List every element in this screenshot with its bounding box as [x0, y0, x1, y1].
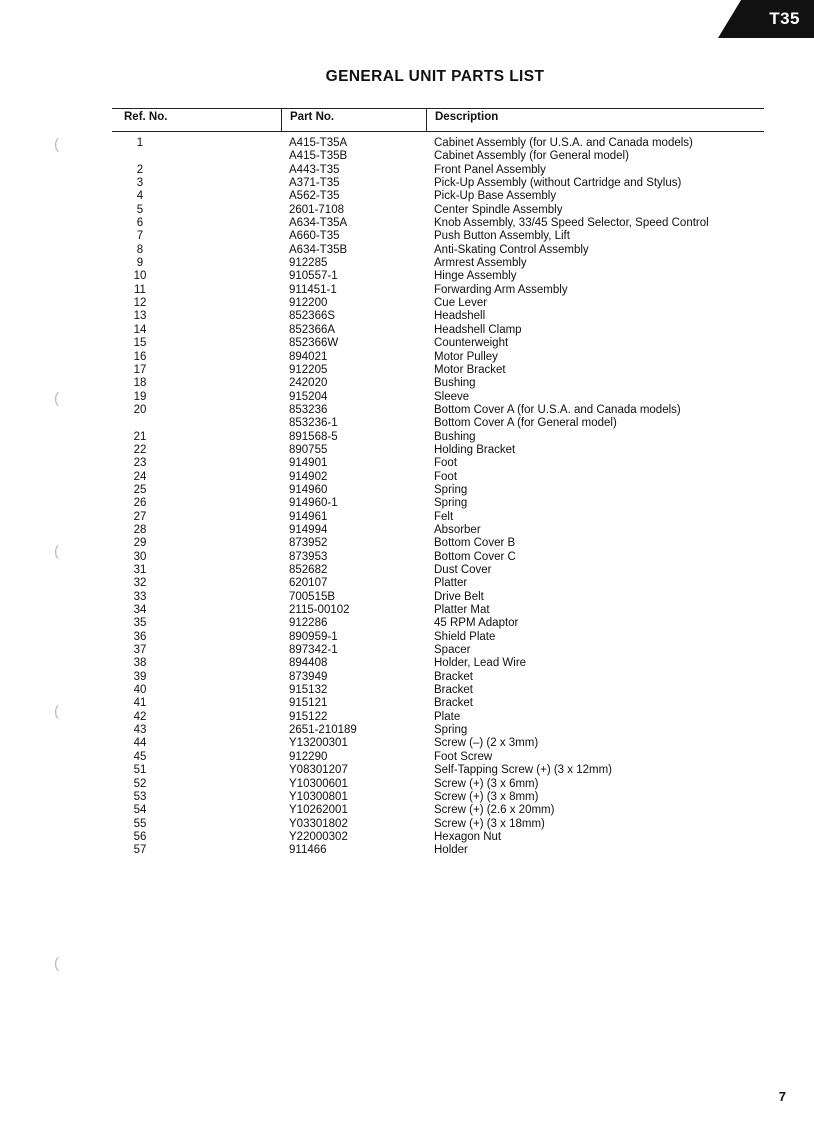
part-no-cell: 700515B [289, 590, 336, 603]
part-no-cell: 853236 [289, 403, 328, 416]
table-top-rule [112, 108, 764, 109]
page-number: 7 [778, 1089, 786, 1104]
part-no-cell: A660-T35 [289, 230, 340, 243]
binding-hole-mark: ( [54, 390, 59, 407]
ref-cell: 21 [133, 430, 147, 443]
ref-cell: 10 [133, 270, 147, 283]
table-row [0, 751, 814, 764]
description-cell: Plate [434, 710, 461, 723]
part-no-cell: 891568-5 [289, 430, 338, 443]
table-row [0, 778, 814, 791]
table-row [0, 190, 814, 203]
description-cell: Spring [434, 497, 468, 510]
parts-list [0, 137, 814, 858]
table-row [0, 564, 814, 577]
part-no-cell: 853236-1 [289, 417, 338, 430]
description-cell: Holder [434, 844, 468, 857]
description-cell: Screw (+) (2.6 x 20mm) [434, 804, 555, 817]
ref-cell: 27 [133, 510, 147, 523]
part-no-cell: Y10262001 [289, 804, 348, 817]
part-no-cell: 897342-1 [289, 644, 338, 657]
part-no-cell: 914960-1 [289, 497, 338, 510]
part-no-cell: 915132 [289, 684, 328, 697]
description-cell: Anti-Skating Control Assembly [434, 243, 589, 256]
binding-hole-mark: ( [54, 955, 59, 972]
description-cell: Armrest Assembly [434, 257, 527, 270]
part-no-cell: 2651-210189 [289, 724, 357, 737]
description-cell: Cue Lever [434, 297, 488, 310]
table-row [0, 737, 814, 750]
ref-cell: 8 [136, 243, 144, 256]
description-cell: Bracket [434, 670, 473, 683]
part-no-cell: 910557-1 [289, 270, 338, 283]
description-cell: Platter [434, 577, 468, 590]
description-cell: Bushing [434, 430, 476, 443]
ref-cell: 45 [133, 750, 147, 763]
part-no-cell: 873953 [289, 550, 328, 563]
part-no-cell: 914961 [289, 510, 328, 523]
ref-cell: 26 [133, 497, 147, 510]
binding-hole-mark: ( [54, 703, 59, 720]
part-no-cell: 915121 [289, 697, 328, 710]
ref-cell: 4 [136, 190, 144, 203]
table-row [0, 257, 814, 270]
table-row [0, 364, 814, 377]
table-row [0, 684, 814, 697]
model-tab-label: T35 [769, 9, 800, 28]
ref-cell: 51 [133, 764, 147, 777]
ref-cell: 37 [133, 644, 147, 657]
description-cell: Motor Pulley [434, 350, 498, 363]
table-row [0, 324, 814, 337]
part-no-cell: 242020 [289, 377, 328, 390]
ref-cell: 41 [133, 697, 147, 710]
table-row [0, 524, 814, 537]
page-title: GENERAL UNIT PARTS LIST [325, 68, 545, 85]
ref-cell: 25 [133, 483, 147, 496]
table-row [0, 551, 814, 564]
part-no-cell: 873952 [289, 537, 328, 550]
table-row [0, 444, 814, 457]
ref-cell: 12 [133, 297, 147, 310]
description-cell: Knob Assembly, 33/45 Speed Selector, Speed Control [434, 217, 709, 230]
ref-cell: 16 [133, 350, 147, 363]
table-row [0, 818, 814, 831]
description-cell: Absorber [434, 523, 481, 536]
ref-cell: 36 [133, 630, 147, 643]
ref-cell: 3 [136, 177, 144, 190]
part-no-cell: 620107 [289, 577, 328, 590]
part-no-cell: 890755 [289, 443, 328, 456]
table-row [0, 457, 814, 470]
ref-cell: 14 [133, 323, 147, 336]
table-row [0, 230, 814, 243]
part-no-cell: 915122 [289, 710, 328, 723]
description-cell: Cabinet Assembly (for General model) [434, 150, 629, 163]
ref-cell: 17 [133, 363, 147, 376]
part-no-cell: Y03301802 [289, 817, 348, 830]
ref-cell: 56 [133, 830, 147, 843]
table-row [0, 177, 814, 190]
ref-cell: 19 [133, 390, 147, 403]
table-row [0, 631, 814, 644]
description-cell: Screw (+) (3 x 18mm) [434, 817, 545, 830]
part-no-cell: 852366S [289, 310, 336, 323]
description-cell: Headshell Clamp [434, 323, 522, 336]
description-cell: Dust Cover [434, 564, 492, 576]
table-row [0, 217, 814, 230]
table-row [0, 591, 814, 604]
table-row [0, 164, 814, 177]
description-cell: Screw (–) (2 x 3mm) [434, 737, 539, 750]
part-no-cell: A443-T35 [289, 163, 340, 176]
ref-cell: 53 [133, 790, 147, 803]
part-no-cell: 915204 [289, 390, 328, 403]
part-no-cell: 2115-00102 [289, 604, 350, 617]
part-no-cell: 912286 [289, 617, 328, 630]
description-cell: Spacer [434, 644, 471, 657]
table-row [0, 764, 814, 777]
part-no-cell: 852366W [289, 337, 339, 350]
ref-cell: 2 [136, 163, 144, 176]
table-row [0, 471, 814, 484]
part-no-cell: Y10300801 [289, 790, 348, 803]
ref-cell: 28 [133, 523, 147, 536]
ref-cell: 44 [133, 737, 147, 750]
description-cell: Foot [434, 470, 458, 483]
description-cell: Cabinet Assembly (for U.S.A. and Canada models) [434, 137, 693, 149]
table-row [0, 671, 814, 684]
description-cell: Drive Belt [434, 590, 484, 603]
table-row [0, 644, 814, 657]
header-description: Description [435, 111, 499, 123]
description-cell: Screw (+) (3 x 6mm) [434, 777, 539, 790]
part-no-cell: Y22000302 [289, 830, 348, 843]
description-cell: Screw (+) (3 x 8mm) [434, 790, 539, 803]
description-cell: Motor Bracket [434, 363, 506, 376]
column-divider [426, 109, 427, 131]
ref-cell: 13 [133, 310, 147, 323]
description-cell: Bottom Cover A (for U.S.A. and Canada models) [434, 403, 681, 416]
ref-cell: 35 [133, 617, 147, 630]
description-cell: 45 RPM Adaptor [434, 617, 519, 630]
table-row [0, 577, 814, 590]
description-cell: Bottom Cover A (for General model) [434, 417, 617, 430]
table-row [0, 310, 814, 323]
ref-cell: 23 [133, 457, 147, 470]
binding-hole-mark: ( [54, 543, 59, 560]
table-row [0, 137, 814, 150]
part-no-cell: 914960 [289, 483, 328, 496]
part-no-cell: 894021 [289, 350, 328, 363]
part-no-cell: 912285 [289, 257, 328, 270]
description-cell: Bushing [434, 377, 476, 390]
header-ref-no: Ref. No. [124, 111, 168, 123]
table-row [0, 391, 814, 404]
part-no-cell: A371-T35 [289, 177, 340, 190]
part-no-cell: A634-T35A [289, 217, 348, 230]
description-cell: Push Button Assembly, Lift [434, 230, 570, 243]
table-row [0, 404, 814, 417]
ref-cell: 40 [133, 684, 147, 697]
ref-cell: 18 [133, 377, 147, 390]
table-row [0, 657, 814, 670]
ref-cell: 15 [133, 337, 147, 350]
description-cell: Platter Mat [434, 604, 490, 617]
ref-cell: 5 [136, 203, 144, 216]
description-cell: Hexagon Nut [434, 830, 502, 843]
table-row [0, 150, 814, 163]
ref-cell: 24 [133, 470, 147, 483]
table-row [0, 497, 814, 510]
table-row [0, 351, 814, 364]
table-row [0, 711, 814, 724]
ref-cell: 9 [136, 257, 144, 270]
ref-cell: 33 [133, 590, 147, 603]
table-row [0, 844, 814, 857]
ref-cell: 29 [133, 537, 147, 550]
ref-cell: 32 [133, 577, 147, 590]
description-cell: Foot Screw [434, 750, 493, 763]
part-no-cell: 911466 [289, 844, 327, 857]
part-no-cell: Y08301207 [289, 764, 348, 777]
header-part-no: Part No. [290, 111, 335, 123]
description-cell: Shield Plate [434, 630, 496, 643]
ref-cell: 55 [133, 817, 147, 830]
table-row [0, 697, 814, 710]
ref-cell: 31 [133, 564, 147, 576]
table-row [0, 804, 814, 817]
table-header-rule [112, 131, 764, 132]
description-cell: Counterweight [434, 337, 509, 350]
ref-cell: 52 [133, 777, 147, 790]
description-cell: Holding Bracket [434, 443, 516, 456]
ref-cell: 11 [134, 283, 146, 296]
ref-cell: 34 [133, 604, 147, 617]
description-cell: Bottom Cover C [434, 550, 516, 563]
ref-cell: 22 [133, 443, 147, 456]
description-cell: Holder, Lead Wire [434, 657, 527, 670]
part-no-cell: Y13200301 [289, 737, 348, 750]
description-cell: Self-Tapping Screw (+) (3 x 12mm) [434, 764, 612, 777]
part-no-cell: Y10300601 [289, 777, 348, 790]
table-row [0, 617, 814, 630]
table-row [0, 484, 814, 497]
description-cell: Headshell [434, 310, 486, 323]
description-cell: Forwarding Arm Assembly [434, 283, 568, 296]
description-cell: Felt [434, 510, 454, 523]
description-cell: Bottom Cover B [434, 537, 516, 550]
part-no-cell: 914994 [289, 523, 328, 536]
part-no-cell: 2601-7108 [289, 203, 344, 216]
part-no-cell: A415-T35A [289, 137, 348, 149]
part-no-cell: A415-T35B [289, 150, 348, 163]
part-no-cell: 852366A [289, 323, 336, 336]
table-row [0, 284, 814, 297]
ref-cell: 1 [136, 137, 144, 149]
table-row [0, 337, 814, 350]
table-row [0, 791, 814, 804]
part-no-cell: 914902 [289, 470, 328, 483]
description-cell: Bracket [434, 697, 473, 710]
ref-cell: 6 [136, 217, 144, 230]
part-no-cell: 852682 [289, 564, 328, 576]
description-cell: Pick-Up Assembly (without Cartridge and Stylus) [434, 177, 682, 190]
ref-cell: 54 [133, 804, 147, 817]
table-row [0, 377, 814, 390]
ref-cell: 38 [133, 657, 147, 670]
description-cell: Front Panel Assembly [434, 163, 546, 176]
description-cell: Bracket [434, 684, 473, 697]
part-no-cell: 890959-1 [289, 630, 338, 643]
table-row [0, 431, 814, 444]
description-cell: Pick-Up Base Assembly [434, 190, 557, 203]
description-cell: Hinge Assembly [434, 270, 517, 283]
table-row [0, 297, 814, 310]
part-no-cell: A562-T35 [289, 190, 340, 203]
ref-cell: 20 [133, 403, 147, 416]
table-row [0, 831, 814, 844]
part-no-cell: 914901 [289, 457, 328, 470]
ref-cell: 30 [133, 550, 147, 563]
ref-cell: 39 [133, 670, 147, 683]
ref-cell: 7 [136, 230, 144, 243]
part-no-cell: 912290 [289, 750, 328, 763]
table-row [0, 537, 814, 550]
column-divider [281, 109, 282, 131]
description-cell: Spring [434, 724, 468, 737]
table-row [0, 204, 814, 217]
table-row [0, 270, 814, 283]
table-row [0, 417, 814, 430]
part-no-cell: 912205 [289, 363, 328, 376]
part-no-cell: 911451-1 [289, 283, 337, 296]
part-no-cell: 894408 [289, 657, 328, 670]
table-row [0, 604, 814, 617]
table-row [0, 244, 814, 257]
ref-cell: 42 [133, 710, 147, 723]
table-row [0, 511, 814, 524]
description-cell: Spring [434, 483, 468, 496]
part-no-cell: A634-T35B [289, 243, 348, 256]
binding-hole-mark: ( [54, 136, 59, 153]
description-cell: Sleeve [434, 390, 470, 403]
part-no-cell: 912200 [289, 297, 328, 310]
ref-cell: 43 [133, 724, 147, 737]
ref-cell: 57 [133, 844, 147, 857]
table-row [0, 724, 814, 737]
description-cell: Foot [434, 457, 458, 470]
description-cell: Center Spindle Assembly [434, 203, 563, 216]
part-no-cell: 873949 [289, 670, 328, 683]
